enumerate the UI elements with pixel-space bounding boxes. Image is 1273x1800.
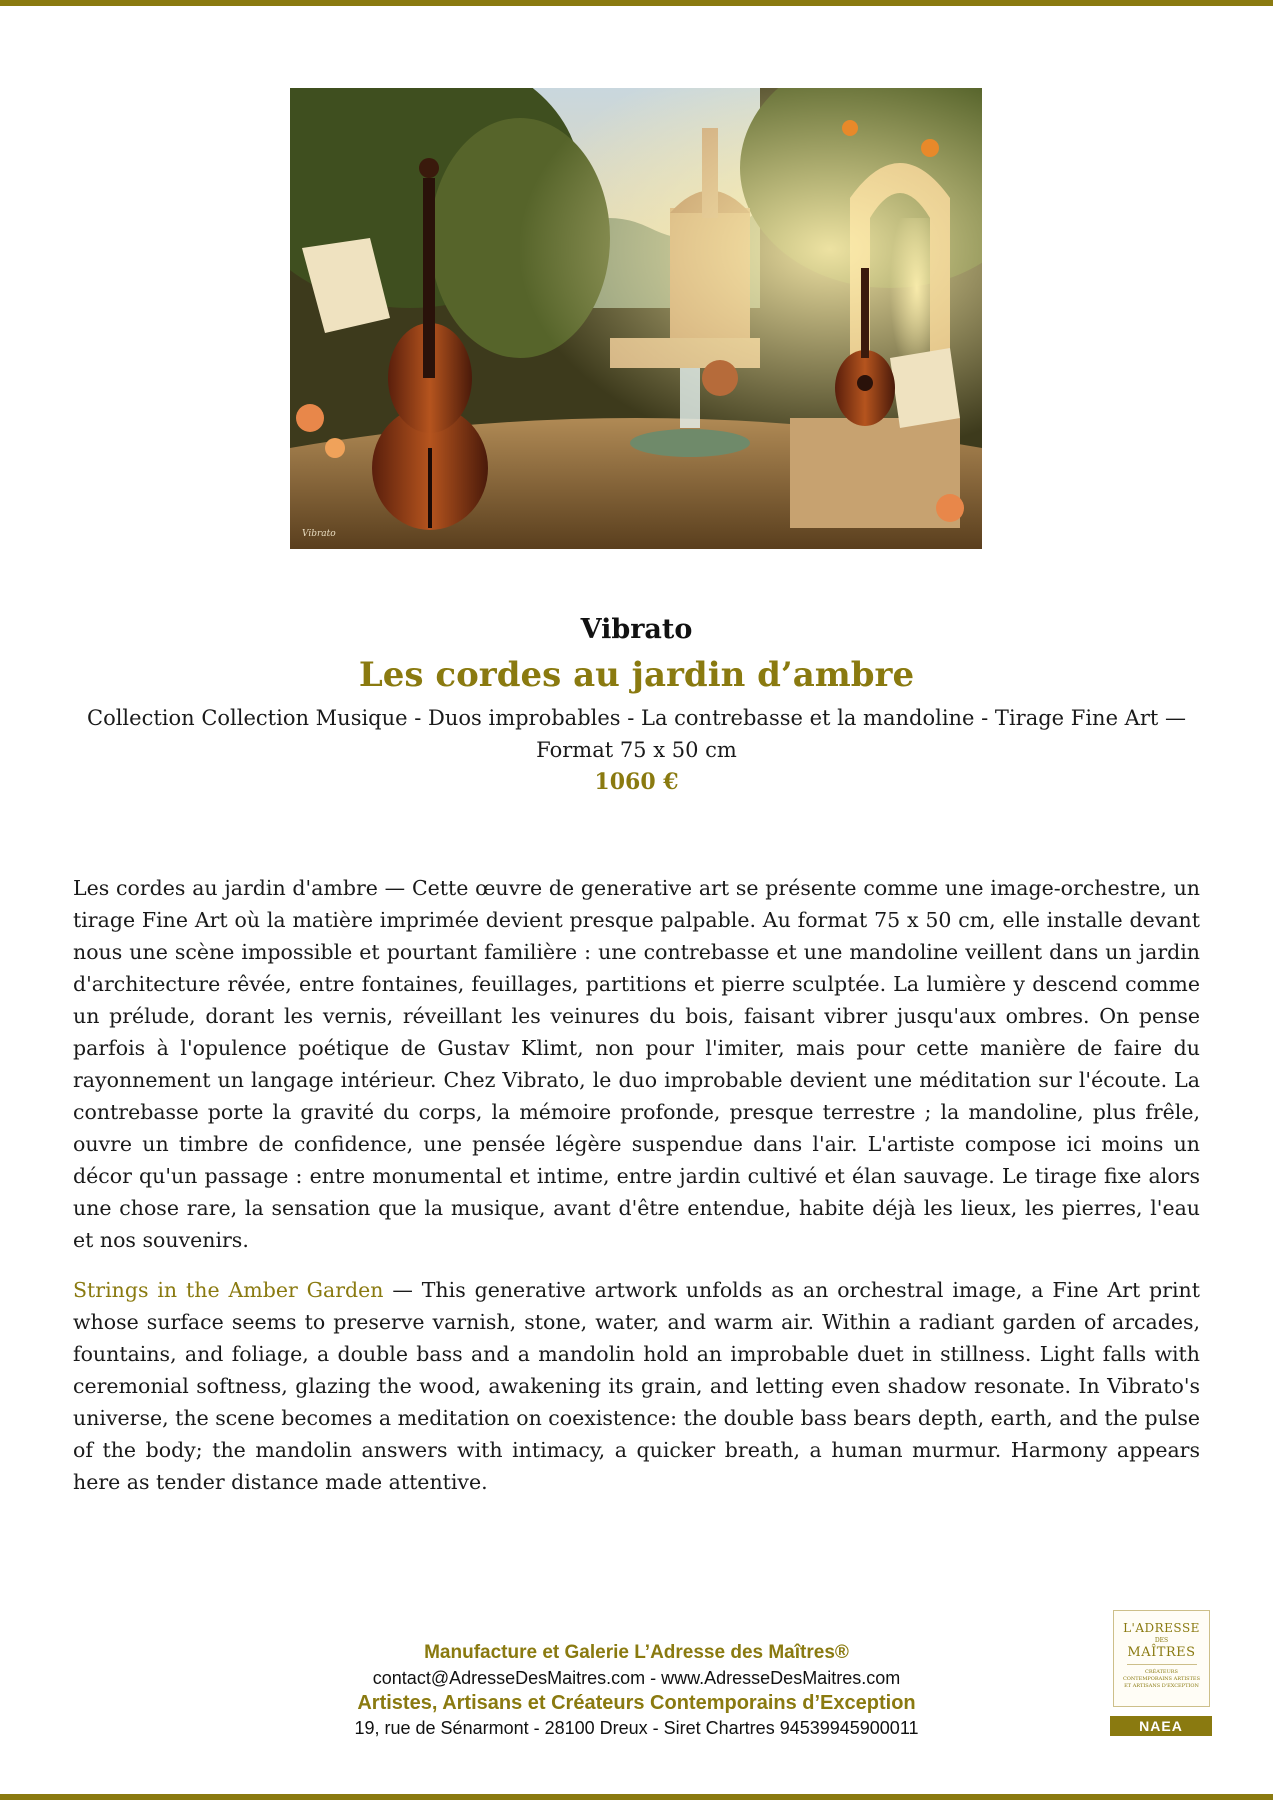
bottom-border [0,1794,1273,1800]
gallery-logo [1113,1610,1210,1707]
artwork-title: Les cordes au jardin d’ambre [358,655,915,695]
artwork-image [290,88,982,549]
footer-tagline: Artistes, Artisans et Créateurs Contemporains d’Exception [357,1692,916,1714]
price: 1060 € [594,769,679,795]
footer [230,1640,1043,1740]
logo-line-2: DES [1154,1637,1169,1644]
footer-brand: Manufacture et Galerie L’Adresse des Maîtres® [424,1642,849,1663]
collection-info: Collection Collection Musique - Duos improbables - La contrebasse et la mandoline - Tirage Fine Art — Format 75 x 50 cm [87,706,1186,762]
top-border [0,0,1273,6]
logo-divider [1127,1664,1197,1665]
naea-badge: NAEA [1110,1716,1212,1736]
artwork-signature: Vibrato [302,529,336,539]
english-title: Strings in the Amber Garden [73,1278,384,1302]
logo-line-4: CRÉATEURS CONTEMPORAINS ARTISTES ET ARTISANS D'EXCEPTION [1122,1669,1201,1689]
description [73,872,1200,1516]
description-en [73,1274,1200,1498]
artwork-header [60,612,1213,798]
artwork-scene [290,88,982,549]
logo-line-1: L'ADRESSE [1123,1621,1200,1635]
footer-contact: contact@AdresseDesMaitres.com - www.AdresseDesMaitres.com [372,1668,901,1688]
footer-address: 19, rue de Sénarmont - 28100 Dreux - Siret Chartres 94539945900011 [354,1718,919,1738]
artist-name: Vibrato [580,614,693,645]
description-en-text: — This generative artwork unfolds as an orchestral image, a Fine Art print whose surface seems to preserve varnish, stone, water, and warm air. Within a radiant garden of arcades, fountains, and foliage, a double bass and a mandolin hold an improbable duet in stillness. Light falls with ceremonial softness, glazing the wood, awakening its grain, and letting even shadow resonate. In Vibrato's universe, the scene becomes a meditation on coexistence: the double bass bears depth, earth, and the pulse of the body; the mandolin answers with intimacy, a quicker breath, a human murmur. Harmony appears here as tender distance made attentive. [73,1278,1200,1494]
logo-line-3: MAÎTRES [1127,1645,1196,1660]
description-fr: Les cordes au jardin d'ambre — Cette œuvre de generative art se présente comme une image-orchestre, un tirage Fine Art où la matière imprimée devient presque palpable. Au format 75 x 50 cm, elle installe devant nous une scène impossible et pourtant familière : une contrebasse et une mandoline veillent dans un jardin d'architecture rêvée, entre fontaines, feuillages, partitions et pierre sculptée. La lumière y descend comme un prélude, dorant les vernis, réveillant les veinures du bois, faisant vibrer jusqu'aux ombres. On pense parfois à l'opulence poétique de Gustav Klimt, non pour l'imiter, mais pour cette manière de faire du rayonnement un langage intérieur. Chez Vibrato, le duo improbable devient une méditation sur l'écoute. La contrebasse porte la gravité du corps, la mémoire profonde, presque terrestre ; la mandoline, plus frêle, ouvre un timbre de confidence, une pensée légère suspendue dans l'air. L'artiste compose ici moins un décor qu'un passage : entre monumental et intime, entre jardin cultivé et élan sauvage. Le tirage fixe alors une chose rare, la sensation que la musique, avant d'être entendue, habite déjà les lieux, les pierres, l'eau et nos souvenirs. [73,876,1200,1252]
